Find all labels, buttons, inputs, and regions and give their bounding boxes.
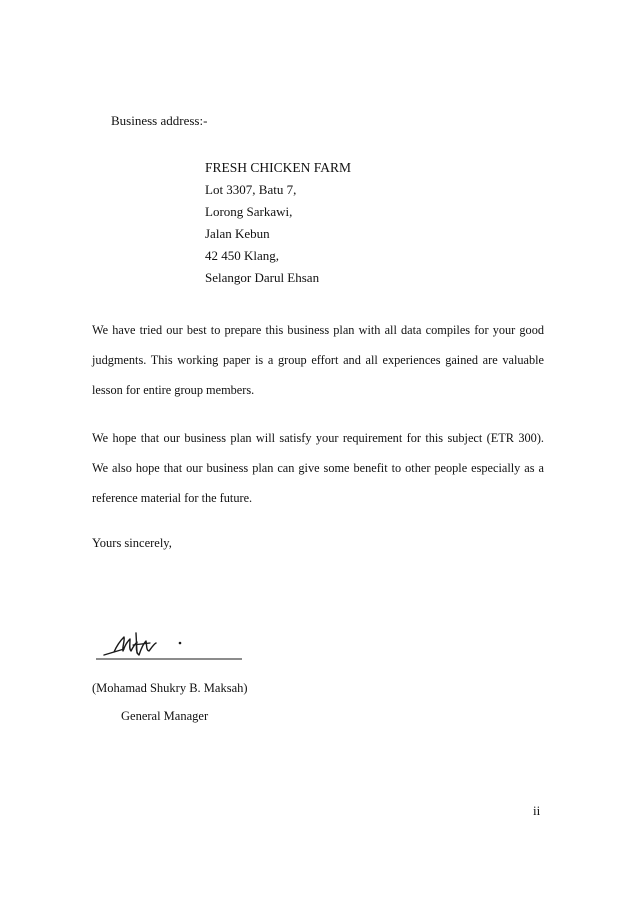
address-line-lorong: Lorong Sarkawi, [205, 204, 293, 219]
business-address-label: Business address:- [111, 113, 208, 128]
address-line-farm-name: FRESH CHICKEN FARM [205, 160, 352, 175]
address-line-postcode-city: 42 450 Klang, [205, 248, 280, 263]
business-address-block [205, 157, 351, 289]
body-paragraph-1: We have tried our best to prepare this business plan with all data compiles for your good judgments. This working paper is a group effort and all experiences gained are valuable lesson for entire group members. [92, 323, 544, 397]
address-line-lot: Lot 3307, Batu 7, [205, 182, 297, 197]
closing-salutation: Yours sincerely, [92, 536, 172, 550]
page-number: ii [533, 803, 541, 818]
address-line-jalan: Jalan Kebun [205, 226, 270, 241]
handwritten-signature [92, 625, 252, 665]
signer-name: (Mohamad Shukry B. Maksah) [92, 681, 248, 695]
address-line-state: Selangor Darul Ehsan [205, 270, 320, 285]
signature-area [92, 625, 252, 665]
signer-title: General Manager [121, 709, 209, 723]
body-paragraph-2: We hope that our business plan will satisfy your requirement for this subject (ETR 300). We also hope that our business plan can give some benefit to other people especially as a reference material for the future. [92, 431, 544, 505]
